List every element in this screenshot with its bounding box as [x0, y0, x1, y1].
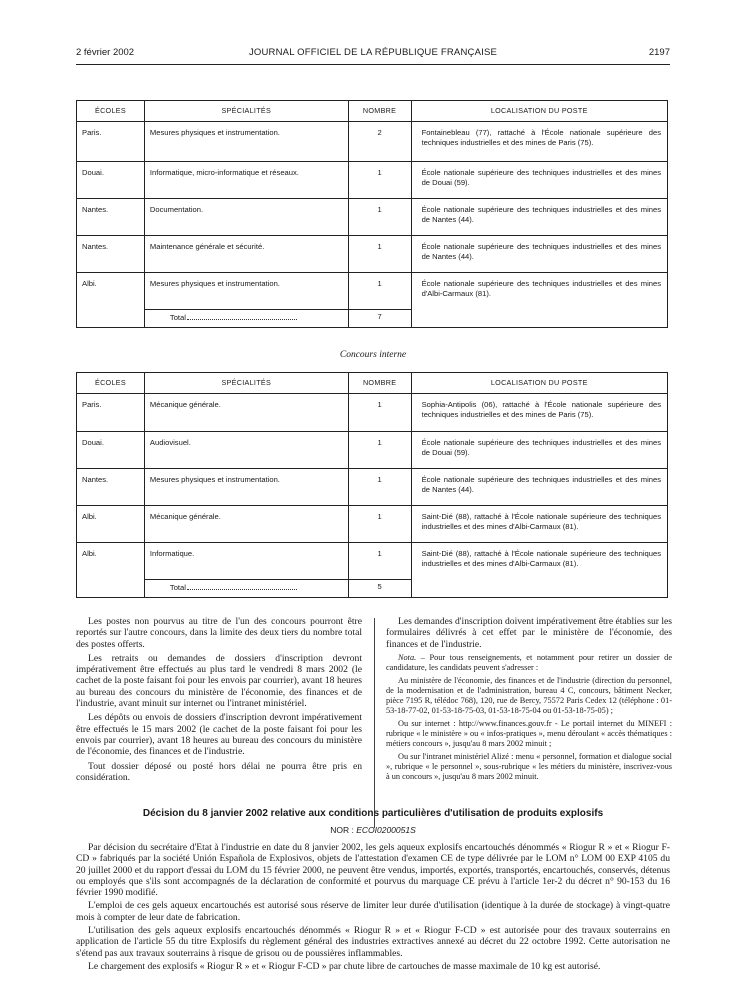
paragraph: Les demandes d'inscription doivent impérativement être établies sur les formulaires délivrés à cet effet par le ministère de l'économie, des finances et de l'industrie.	[386, 616, 673, 650]
cell-localisation: École nationale supérieure des techniques industrielles et des mines de Douai (59).	[411, 432, 667, 469]
cell-specialite: Informatique.	[144, 543, 348, 580]
paragraph: Tout dossier déposé ou posté hors délai ne pourra être pris en considération.	[76, 760, 362, 783]
cell-nombre: 1	[348, 199, 411, 236]
right-text-column	[386, 616, 672, 785]
cell-localisation: École nationale supérieure des techniques industrielles et des mines de Nantes (44).	[411, 199, 667, 236]
table-row	[77, 199, 668, 236]
column-header-localisation: LOCALISATION DU POSTE	[411, 373, 667, 394]
total-row	[77, 580, 668, 598]
decision-body	[76, 842, 670, 974]
paragraph: Les postes non pourvus au titre de l'un des concours pourront être reportés sur l'autre concours, dans la limite des deux tiers du nombre total des postes offerts.	[76, 616, 362, 650]
cell-specialite: Documentation.	[144, 199, 348, 236]
cell-ecole: Albi.	[77, 506, 145, 543]
total-label: Total	[169, 313, 186, 322]
cell-empty	[411, 310, 667, 328]
cell-specialite: Maintenance générale et sécurité.	[144, 236, 348, 273]
concours-externe-table	[76, 100, 668, 328]
cell-specialite: Mesures physiques et instrumentation.	[144, 273, 348, 310]
dot-leader	[187, 312, 297, 320]
cell-specialite: Informatique, micro-informatique et réseaux.	[144, 162, 348, 199]
column-header-nombre: NOMBRE	[348, 373, 411, 394]
cell-ecole: Nantes.	[77, 236, 145, 273]
cell-nombre: 1	[348, 543, 411, 580]
paragraph: L'emploi de ces gels aqueux encartouchés est autorisé sous réserve de limiter leur durée d'utilisation (identique à la durée de stockage) à vingt-quatre mois à compter de leur date de fabrication.	[76, 900, 670, 923]
table-header-row	[77, 101, 668, 122]
address-paragraph: Au ministère de l'économie, des finances et de l'industrie (direction du personnel, de la modernisation et de l'administration, bureau 4 C, concours, bâtiment Necker, pièce 7195 R, télédoc 768), 120, rue de Bercy, 75572 Paris Cedex 12 (téléphone : 01-53-18-77-02, 01-53-18-75-03, 01-53-18-75-04 ou 01-53-18-75-05) ;	[386, 675, 672, 715]
cell-nombre: 1	[348, 469, 411, 506]
table-header-row	[77, 373, 668, 394]
table-row	[77, 273, 668, 310]
header-journal-title: JOURNAL OFFICIEL DE LA RÉPUBLIQUE FRANÇAISE	[248, 47, 498, 58]
cell-localisation: Fontainebleau (77), rattaché à l'École nationale supérieure des techniques industrielles et des mines de Paris (75).	[411, 122, 667, 162]
cell-ecole: Paris.	[77, 394, 145, 432]
paragraph: L'utilisation des gels aqueux explosifs encartouchés dénommés « Riogur R » et « Riogur F-CD » est autorisée pour des travaux souterrains en application de l'article 55 du titre Explosifs du règlement général des industries extractives annexé au décret du 22 octobre 1992. Cette autorisation ne s'étend pas aux travaux souterrains à risque de grisou ou de poussières inflammables.	[76, 925, 670, 959]
cell-nombre: 1	[348, 394, 411, 432]
table-row	[77, 506, 668, 543]
cell-ecole: Douai.	[77, 432, 145, 469]
column-header-ecoles: ÉCOLES	[77, 101, 145, 122]
nor-code: ECOI0200051S	[356, 825, 416, 835]
header-date: 2 février 2002	[76, 47, 135, 58]
table-row	[77, 162, 668, 199]
paragraph: Le chargement des explosifs « Riogur R » et « Riogur F-CD » par chute libre de cartouches de masse maximale de 10 kg est autorisé.	[88, 960, 601, 972]
cell-localisation: Sophia-Antipolis (06), rattaché à l'École nationale supérieure des techniques industrielles et des mines de Paris (75).	[411, 394, 667, 432]
cell-nombre: 2	[348, 122, 411, 162]
dot-leader	[187, 582, 297, 590]
table-row	[77, 432, 668, 469]
note-paragraph	[386, 653, 672, 673]
paragraph: Par décision du secrétaire d'Etat à l'industrie en date du 8 janvier 2002, les gels aqueux explosifs encartouchés dénommés « Riogur R » et « Riogur F-CD » fabriqués par la société Unión Española de Explosivos, objets de l'attestation d'examen CE de type délivrée par le LOM n° LOM 00 EXP 4105 du 20 juillet 2000 et du rapport d'essai du LOM du 15 février 2000, ne peuvent être vendus, importés, exportés, transportés, encartouchés, conservés, détenus ou employés que s'ils sont accompagnés de la déclaration de conformité et pourvus du marquage CE prévu à l'article 1er-2 du décret n° 90-153 du 16 février 1990 modifié.	[76, 842, 670, 899]
cell-ecole: Nantes.	[77, 469, 145, 506]
cell-total-value: 7	[348, 310, 411, 328]
column-header-localisation: LOCALISATION DU POSTE	[411, 101, 667, 122]
cell-specialite: Mécanique générale.	[144, 506, 348, 543]
cell-total-value: 5	[348, 580, 411, 598]
cell-localisation: Saint-Dié (88), rattaché à l'École nationale supérieure des techniques industrielles et des mines d'Albi-Carmaux (81).	[411, 506, 667, 543]
cell-specialite: Mécanique générale.	[144, 394, 348, 432]
cell-localisation: École nationale supérieure des techniques industrielles et des mines d'Albi-Carmaux (81).	[411, 273, 667, 310]
table-row	[77, 469, 668, 506]
column-divider	[374, 618, 375, 828]
cell-localisation: École nationale supérieure des techniques industrielles et des mines de Nantes (44).	[411, 469, 667, 506]
table-row	[77, 122, 668, 162]
column-header-ecoles: ÉCOLES	[77, 373, 145, 394]
total-row	[77, 310, 668, 328]
cell-localisation: Saint-Dié (88), rattaché à l'École nationale supérieure des techniques industrielles et des mines d'Albi-Carmaux (81).	[411, 543, 667, 580]
page-header	[76, 47, 670, 63]
cell-localisation: École nationale supérieure des techniques industrielles et des mines de Nantes (44).	[411, 236, 667, 273]
cell-localisation: École nationale supérieure des techniques industrielles et des mines de Douai (59).	[411, 162, 667, 199]
cell-ecole: Albi.	[77, 543, 145, 580]
cell-empty	[77, 310, 145, 328]
total-label: Total	[169, 583, 186, 592]
cell-empty	[77, 580, 145, 598]
cell-total-label	[144, 310, 348, 328]
table-row	[77, 543, 668, 580]
column-header-specialites: SPÉCIALITÉS	[144, 373, 348, 394]
cell-nombre: 1	[348, 273, 411, 310]
cell-specialite: Mesures physiques et instrumentation.	[144, 469, 348, 506]
nor-label: NOR :	[330, 825, 357, 835]
cell-empty	[411, 580, 667, 598]
table-row	[77, 394, 668, 432]
table-row	[77, 236, 668, 273]
cell-ecole: Douai.	[77, 162, 145, 199]
concours-interne-title: Concours interne	[339, 350, 407, 360]
cell-specialite: Mesures physiques et instrumentation.	[144, 122, 348, 162]
intranet-paragraph: Ou sur l'intranet ministériel Alizé : menu « personnel, formation et dialogue social », rubrique « le personnel », sous-rubrique « les métiers du ministère, inscrivez-vous à un concours », jusqu'au 8 mars 2002 minuit.	[386, 751, 672, 781]
cell-ecole: Nantes.	[77, 199, 145, 236]
decision-nor	[76, 825, 670, 835]
header-rule	[76, 64, 670, 65]
concours-interne-table	[76, 372, 668, 598]
internet-paragraph: Ou sur internet : http://www.finances.gouv.fr - Le portail internet du MINEFI : rubrique « le ministère » ou « infos-pratiques », menu déroulant « accès thématiques : métiers concours », jusqu'au 8 mars 2002 minuit ;	[386, 718, 672, 748]
header-page-number: 2197	[648, 47, 670, 58]
cell-nombre: 1	[348, 162, 411, 199]
left-text-column	[76, 616, 362, 786]
cell-nombre: 1	[348, 432, 411, 469]
cell-nombre: 1	[348, 236, 411, 273]
column-header-nombre: NOMBRE	[348, 101, 411, 122]
cell-total-label	[144, 580, 348, 598]
note-text: – Pour tous renseignements, et notamment pour retirer un dossier de candidature, les candidats peuvent s'adresser :	[386, 652, 672, 672]
paragraph: Les retraits ou demandes de dossiers d'inscription devront impérativement être effectués au plus tard le vendredi 8 mars 2002 (le cachet de la poste faisant foi pour les envois par courrier), avant 18 heures au bureau des concours du ministère de l'économie, des finances et de l'industrie, avant minuit sur internet ou l'intranet ministériel.	[76, 652, 362, 710]
cell-ecole: Paris.	[77, 122, 145, 162]
paragraph: Les dépôts ou envois de dossiers d'inscription devront impérativement être effectués le 15 mars 2002 (le cachet de la poste faisant foi pour les envois par courrier), avant 18 heures au bureau des concours du ministère de l'économie, des finances et de l'industrie.	[76, 712, 362, 758]
cell-nombre: 1	[348, 506, 411, 543]
cell-specialite: Audiovisuel.	[144, 432, 348, 469]
column-header-specialites: SPÉCIALITÉS	[144, 101, 348, 122]
cell-ecole: Albi.	[77, 273, 145, 310]
note-label: Nota.	[398, 652, 417, 662]
decision-title: Décision du 8 janvier 2002 relative aux conditions particulières d'utilisation de produits explosifs	[142, 808, 604, 819]
